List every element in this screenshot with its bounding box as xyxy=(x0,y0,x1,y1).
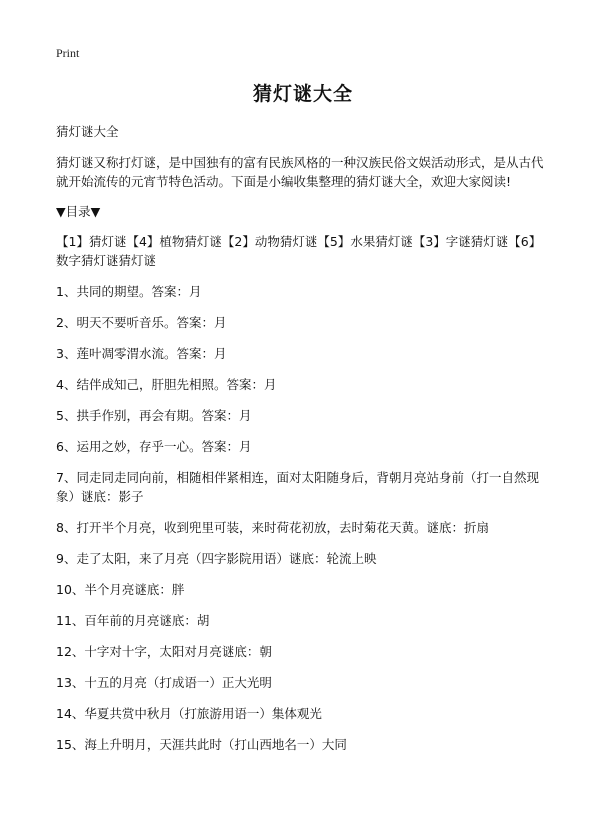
article-subtitle: 猜灯谜大全 xyxy=(56,124,119,139)
riddle-item: 2、明天不要听音乐。答案：月 xyxy=(56,315,227,330)
page-title: 猜灯谜大全 xyxy=(252,83,353,105)
riddle-item: 3、莲叶凋零渭水流。答案：月 xyxy=(56,346,227,361)
riddle-item: 15、海上升明月，天涯共此时（打山西地名一）大同 xyxy=(56,737,347,752)
riddle-item: 8、打开半个月亮，收到兜里可装，来时荷花初放，去时菊花天黄。谜底：折扇 xyxy=(56,520,489,535)
toc-heading: ▼目录▼ xyxy=(56,204,101,219)
riddle-item: 14、华夏共赏中秋月（打旅游用语一）集体观光 xyxy=(56,706,322,721)
intro-paragraph: 猜灯谜又称打灯谜，是中国独有的富有民族风格的一种汉族民俗文娱活动形式，是从古代就开始流传的元宵节特色活动。下面是小编收集整理的猜灯谜大全，欢迎大家阅读! xyxy=(56,155,544,189)
riddle-item: 7、同走同走同向前，相随相伴紧相连，面对太阳随身后，背朝月亮站身前（打一自然现象）谜底：影子 xyxy=(56,470,539,504)
riddle-item: 10、半个月亮谜底：胖 xyxy=(56,582,185,597)
print-link[interactable]: Print xyxy=(56,46,80,60)
riddle-item: 11、百年前的月亮谜底：胡 xyxy=(56,613,210,628)
riddle-item: 9、走了太阳，来了月亮（四字影院用语）谜底：轮流上映 xyxy=(56,551,377,566)
riddle-item: 13、十五的月亮（打成语一）正大光明 xyxy=(56,675,272,690)
riddle-item: 4、结伴成知己，肝胆先相照。答案：月 xyxy=(56,377,277,392)
riddle-item: 6、运用之妙，存乎一心。答案：月 xyxy=(56,439,252,454)
riddle-item: 1、共同的期望。答案：月 xyxy=(56,284,202,299)
riddle-list xyxy=(56,282,550,754)
table-of-contents: 【1】猜灯谜【4】植物猜灯谜【2】动物猜灯谜【5】水果猜灯谜【3】字谜猜灯谜【6】数字猜灯谜猜灯谜 xyxy=(56,234,542,268)
riddle-item: 12、十字对十字，太阳对月亮谜底：朝 xyxy=(56,644,272,659)
riddle-item: 5、拱手作别，再会有期。答案：月 xyxy=(56,408,252,423)
